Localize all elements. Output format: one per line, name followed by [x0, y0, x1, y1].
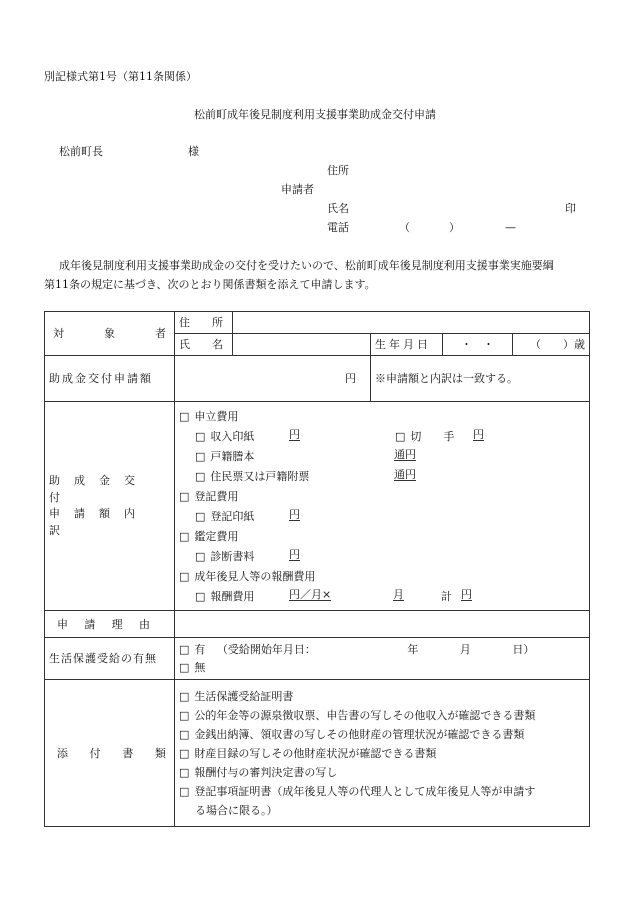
- family-register-checkbox[interactable]: □ 戸籍謄本: [195, 451, 254, 462]
- registration-costs-checkbox[interactable]: □ 登記費用: [179, 491, 238, 502]
- welfare-cell: [175, 638, 590, 680]
- fee-months-field[interactable]: 月: [393, 588, 404, 601]
- seal-mark: 印: [565, 202, 576, 215]
- attachment-item[interactable]: □ 財産目録の写しその他財産状況が確認できる書類: [179, 744, 585, 763]
- age-field[interactable]: （ ）歳: [513, 334, 590, 356]
- amount-label: 助成金交付申請額: [45, 356, 175, 402]
- reason-label: 申 請 理 由: [45, 611, 175, 638]
- address-label-cell: 住 所: [175, 312, 233, 334]
- phone-paren-close: ）: [449, 221, 460, 234]
- applicant-label: 申請者: [281, 183, 314, 196]
- welfare-label: 生活保護受給の有無: [45, 638, 175, 680]
- page-title: 松前町成年後見制度利用支援事業助成金交付申請: [194, 108, 436, 121]
- amount-note: ※申請額と内訳は一致する。: [371, 356, 590, 402]
- family-register-field[interactable]: 通 円: [394, 448, 416, 461]
- resident-card-field[interactable]: 通 円: [394, 468, 416, 481]
- intro-line-1: 成年後見制度利用支援事業助成金の交付を受けたいので、松前町成年後見制度利用支援事業実施要綱: [59, 259, 554, 272]
- resident-card-checkbox[interactable]: □ 住民票又は戸籍附票: [195, 471, 309, 482]
- attachments-cell: [175, 680, 590, 827]
- applicant-name-label: 氏名: [327, 202, 349, 215]
- attachment-item[interactable]: □ 生活保護受給証明書: [179, 687, 585, 706]
- breakdown-label: 助成金交付 申請額内訳: [45, 402, 175, 611]
- subject-name-field[interactable]: [233, 334, 371, 356]
- attachment-item[interactable]: □ 公的年金等の源泉徴収票、申告書の写しその他収入が確認できる書類: [179, 706, 585, 725]
- name-label-cell: 氏 名: [175, 334, 233, 356]
- subject-label-cell: 対 象 者: [45, 312, 175, 356]
- amount-field[interactable]: 円: [175, 356, 371, 402]
- registration-stamp-field[interactable]: 円: [289, 508, 300, 521]
- birth-label: 生年月日: [371, 334, 443, 356]
- postage-checkbox[interactable]: □ 切 手: [395, 431, 454, 442]
- fee-checkbox[interactable]: □ 報酬費用: [195, 591, 254, 602]
- attachment-item-continued: る場合に限る。）: [195, 803, 278, 817]
- revenue-stamp-field[interactable]: 円: [289, 428, 300, 441]
- phone-dash: —: [505, 221, 516, 234]
- intro-line-2: 第11条の規定に基づき、次のとおり関係書類を添えて申請します。: [44, 278, 376, 291]
- app-costs-checkbox[interactable]: □ 申立費用: [179, 411, 238, 422]
- registration-stamp-checkbox[interactable]: □ 登記印紙: [195, 511, 254, 522]
- addressee: 松前町長: [59, 145, 103, 158]
- phone-paren-open: （: [399, 221, 410, 234]
- total-label: 計: [441, 590, 452, 603]
- subject-label: 者: [155, 327, 166, 340]
- appraisal-costs-checkbox[interactable]: □ 鑑定費用: [179, 531, 238, 542]
- fee-total-field[interactable]: 円: [461, 588, 472, 601]
- postage-field[interactable]: 円: [473, 428, 484, 441]
- medical-cert-checkbox[interactable]: □ 診断書料: [195, 551, 254, 562]
- welfare-no-checkbox[interactable]: □ 無: [179, 661, 205, 674]
- phone-label: 電話: [327, 221, 349, 234]
- breakdown-cell: [175, 402, 590, 611]
- attachments-label: 添 付 書 類: [45, 680, 175, 827]
- attachment-item[interactable]: □ 報酬付与の審判決定書の写し: [179, 763, 585, 782]
- subject-address-field[interactable]: [233, 312, 590, 334]
- birthdate-field[interactable]: ・ ・: [443, 334, 513, 356]
- guardian-fee-checkbox[interactable]: □ 成年後見人等の報酬費用: [179, 571, 315, 582]
- attachment-item[interactable]: □ 登記事項証明書（成年後見人等の代理人として成年後見人等が申請す: [179, 782, 585, 801]
- honorific: 様: [188, 145, 199, 158]
- application-table: [44, 311, 590, 827]
- reason-field[interactable]: [175, 611, 590, 638]
- attachment-item[interactable]: □ 金銭出納簿、領収書の写しその他財産の管理状況が確認できる書類: [179, 725, 585, 744]
- fee-monthly-field[interactable]: 円／月×: [289, 588, 332, 601]
- revenue-stamp-checkbox[interactable]: □ 収入印紙: [195, 431, 254, 442]
- applicant-address-label: 住所: [327, 164, 349, 177]
- month-label: 月: [459, 642, 471, 656]
- year-label: 年: [407, 642, 419, 656]
- day-label: 日）: [512, 642, 535, 656]
- welfare-date-label: （受給開始年月日：: [216, 642, 316, 656]
- form-number: 別記様式第1号（第11条関係）: [44, 70, 197, 83]
- medical-cert-field[interactable]: 円: [289, 548, 300, 561]
- welfare-yes-checkbox[interactable]: □ 有: [179, 643, 205, 656]
